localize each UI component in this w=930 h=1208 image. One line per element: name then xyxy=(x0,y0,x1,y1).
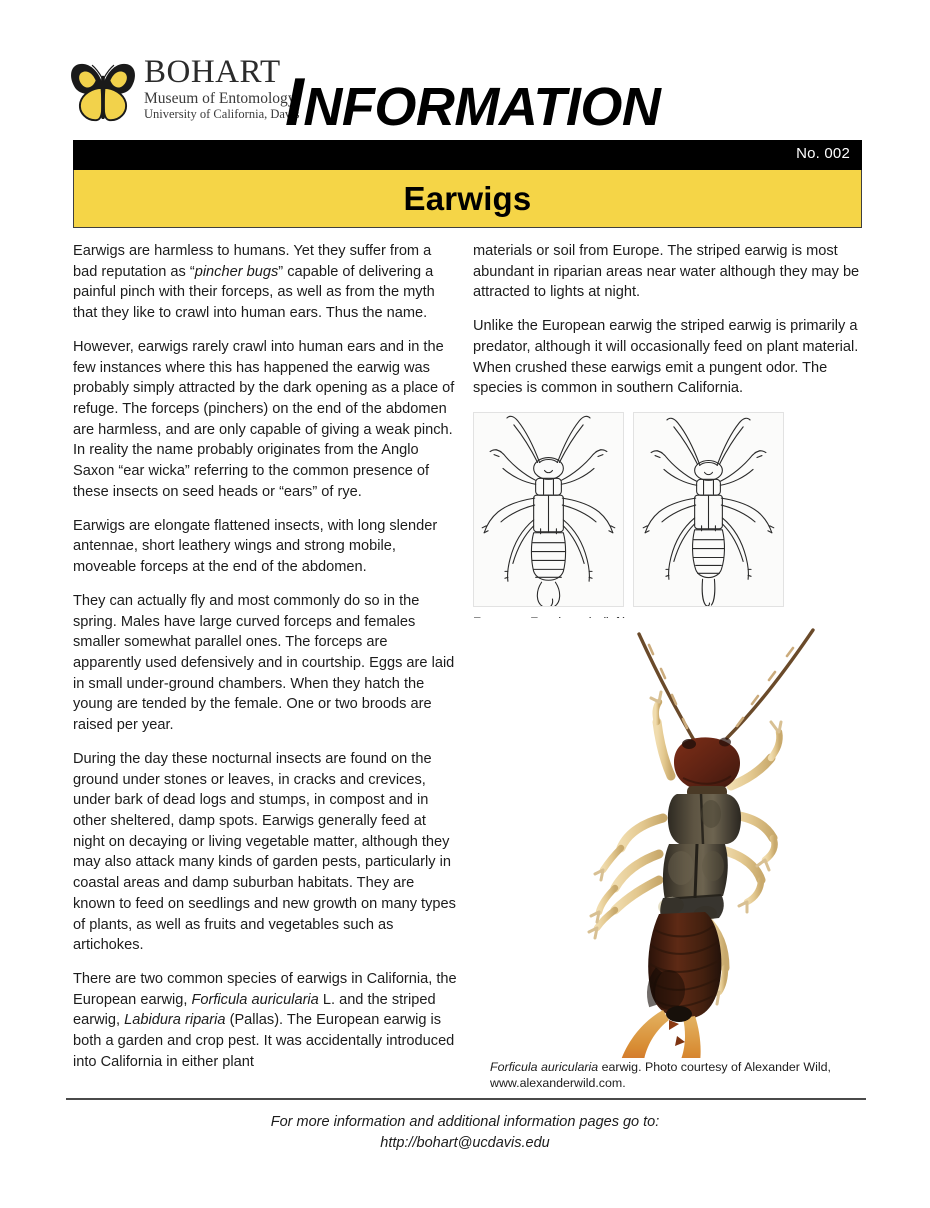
butterfly-logo-icon xyxy=(66,60,140,126)
logo-title: BOHART xyxy=(144,54,281,90)
issue-number-label: No. 002 xyxy=(796,145,850,162)
footer-line-1: For more information and additional information pages go to: xyxy=(270,1114,660,1130)
earwig-female-drawing xyxy=(633,412,784,607)
body-paragraph: However, earwigs rarely crawl into human ears and in the few instances where this has happened the earwig was probably simply attracted by the dark opening as a place of refuge. The forceps (pinchers) on the end of the abdomen are harmless, and are only capable of giving a weak pinch. In reality the name probably originates from the Anglo Saxon “ear wicka” referring to the common presence of these insects on seed heads or “ears” of rye. xyxy=(73,338,455,500)
earwig-photograph xyxy=(473,618,862,1058)
footer-line-2[interactable]: http://bohart@ucdavis.edu xyxy=(380,1135,550,1152)
masthead xyxy=(0,0,930,138)
body-paragraph: materials or soil from Europe. The striped earwig is most abundant in riparian areas near water although they may be attracted to lights at night. xyxy=(473,243,860,301)
earwig-male-drawing xyxy=(473,412,624,607)
masthead-word-rest: NFORMATION xyxy=(303,77,661,137)
body-paragraph: Earwigs are elongate flattened insects, with long slender antennae, short leathery wings and strong mobile, moveable forceps at the end of the abdomen. xyxy=(73,517,438,576)
earwig-line-drawings xyxy=(473,412,862,607)
masthead-information-word xyxy=(285,64,661,140)
body-paragraph: Unlike the European earwig the striped earwig is primarily a predator, although it will occasionally feed on plant material. When crushed these earwigs emit a pungent odor. The species is common in southern California. xyxy=(473,318,859,397)
logo-subtitle-museum: Museum of Entomology xyxy=(144,90,296,107)
body-paragraph: They can actually fly and most commonly do so in the spring. Males have large curved forceps and females smaller somewhat parallel ones. The forceps are apparently used defensively and in courtship. Eggs are laid in small under-ground chambers. When they hatch the young are tended by the female. One or two broods are raised per year. xyxy=(73,592,455,734)
left-text-column xyxy=(73,241,458,1086)
page-title: Earwigs xyxy=(403,179,532,217)
footer-text xyxy=(0,1112,930,1154)
body-paragraph: During the day these nocturnal insects are found on the ground under stones or leaves, in cracks and crevices, under bark of dead logs and stumps, in compost and in other sheltered, damp spots. Earwigs generally feed at night on decaying or living vegetable matter, although they may also attack many kinds of garden pests, particularly in coastal areas and damp suburban habitats. They are known to feed on seedlings and new growth on many types of plants, as well as fruits and vegetables such as artichokes. xyxy=(73,750,456,954)
footer-divider xyxy=(66,1098,866,1100)
photo-caption: Forficula auricularia earwig. Photo courtesy of Alexander Wild, www.alexanderwild.com. xyxy=(490,1060,831,1091)
body-paragraph: There are two common species of earwigs in California, the European earwig, Forficula auricularia L. and the striped earwig, Labidura riparia (Pallas). The European earwig is both a garden and crop pest. It was accidentally introduced into California in either plant xyxy=(73,971,457,1070)
page-title-banner xyxy=(73,170,862,228)
masthead-word-capital: I xyxy=(285,64,304,140)
logo-subtitle-university: University of California, Davis xyxy=(144,107,300,122)
issue-number-bar xyxy=(73,140,862,170)
bohart-logo xyxy=(66,54,300,126)
right-text-column xyxy=(473,241,862,646)
body-paragraph: Earwigs are harmless to humans. Yet they suffer from a bad reputation as “pincher bugs” capable of delivering a painful pinch with their forceps, as well as from the myth that they like to crawl into human ears. Thus the name. xyxy=(73,243,435,322)
